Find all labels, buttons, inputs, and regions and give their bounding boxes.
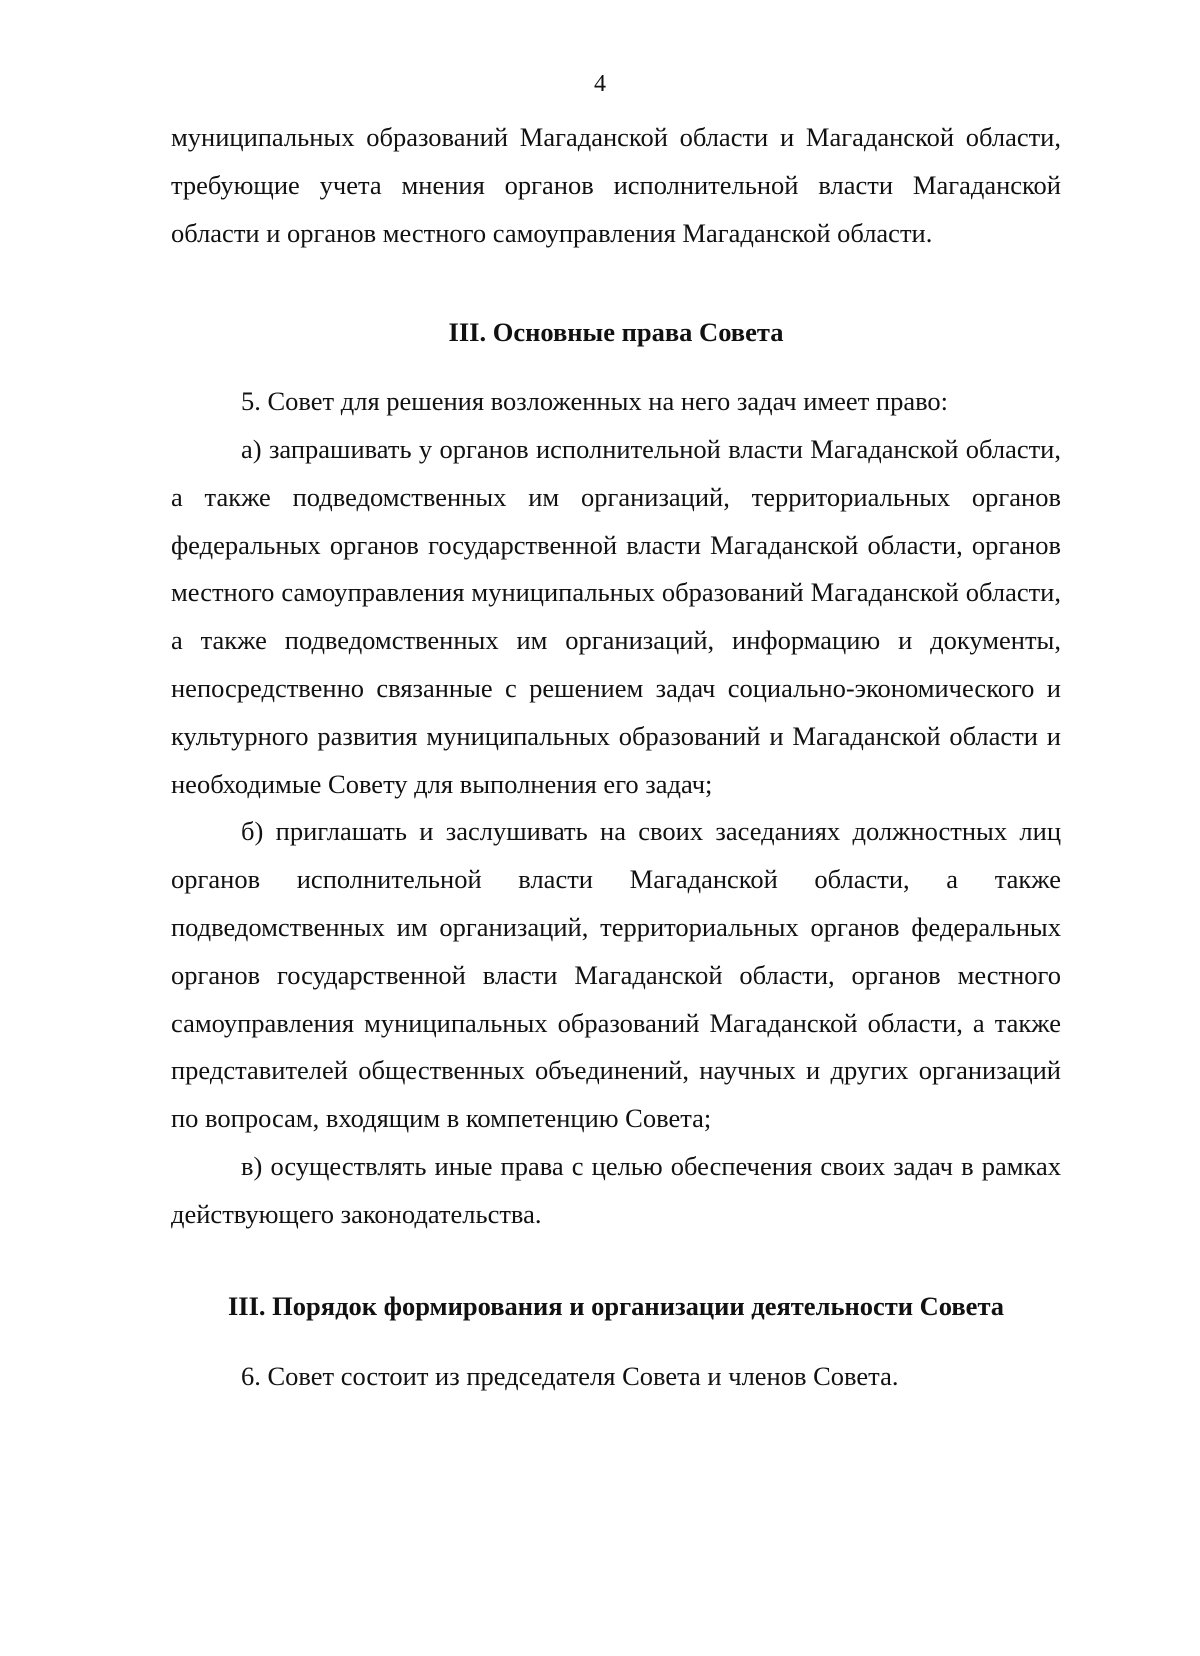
document-body xyxy=(171,114,1061,1401)
section-heading-rights: III. Основные права Совета xyxy=(448,317,784,348)
paragraph-item-5: 5. Совет для решения возложенных на него задач имеет право: xyxy=(241,386,949,417)
paragraph-continuation: муниципальных образований Магаданской области и Магаданской области, требующие учета мнения органов исполнительной власти Магаданской области и органов местного самоуправления Магаданской области. xyxy=(171,122,1061,248)
page-number: 4 xyxy=(594,71,606,97)
paragraph-subitem-v: в) осуществлять иные права с целью обеспечения своих задач в рамках действующего законодательства. xyxy=(171,1150,1061,1229)
paragraph-item-6: 6. Совет состоит из председателя Совета и членов Совета. xyxy=(241,1361,899,1392)
paragraph-subitem-b: б) приглашать и заслушивать на своих заседаниях должностных лиц органов исполнительной власти Магаданской области, а также подведомственных им организаций, территориальных органов федеральных органов государственной власти Магаданской области, органов местного самоуправления муниципальных образований Магаданской области, а также представителей общественных объединений, научных и других организаций по вопросам, входящим в компетенцию Совета; xyxy=(171,816,1061,1134)
paragraph-subitem-a: а) запрашивать у органов исполнительной власти Магаданской области, а также подведомственных им организаций, территориальных органов федеральных органов государственной власти Магаданской области, органов местного самоуправления муниципальных образований Магаданской области, а также подведомственных им организаций, информацию и документы, непосредственно связанные с решением задач социально-экономического и культурного развития муниципальных образований и Магаданской области и необходимые Совету для выполнения его задач; xyxy=(171,433,1061,799)
section-heading-formation: III. Порядок формирования и организации деятельности Совета xyxy=(227,1290,1005,1321)
